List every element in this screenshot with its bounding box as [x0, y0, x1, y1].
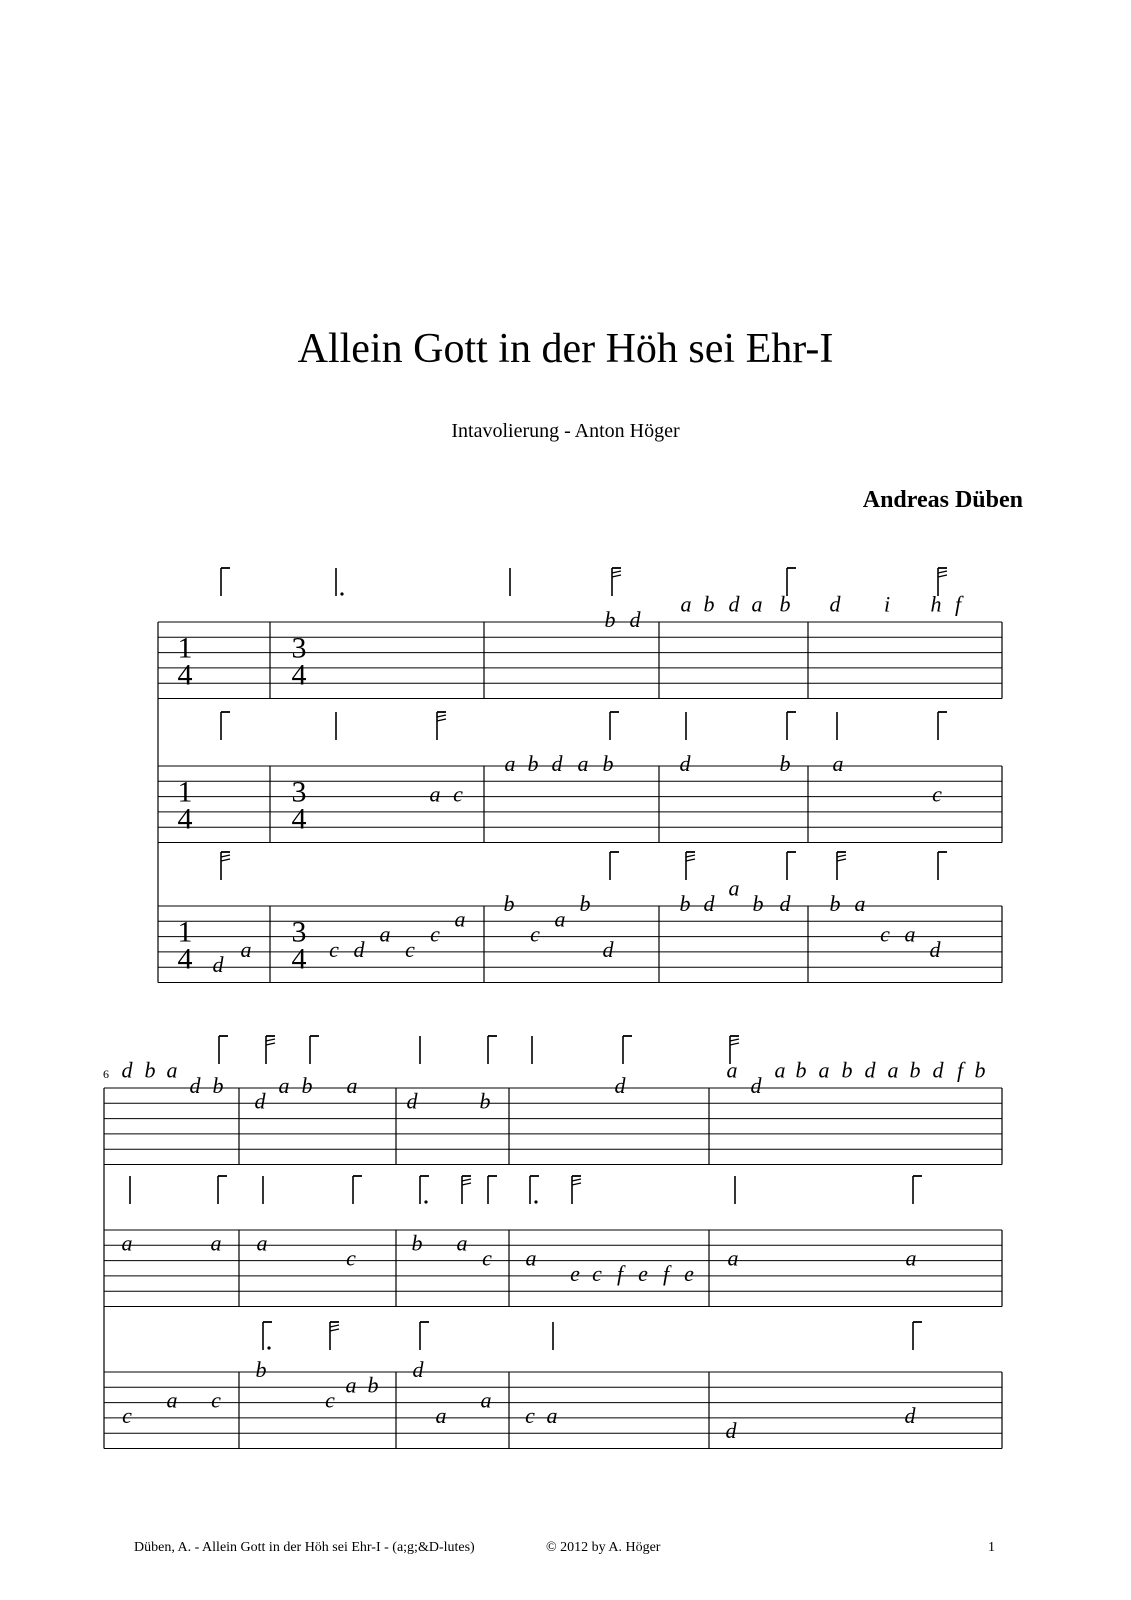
- rhythm-flag: [623, 1036, 632, 1064]
- rhythm-flag: [938, 712, 947, 740]
- tab-letter: d: [353, 936, 365, 962]
- tab-letter: i: [883, 591, 891, 617]
- tab-letter: c: [122, 1402, 132, 1428]
- tab-letter: a: [554, 906, 566, 932]
- tab-letter: b: [579, 891, 591, 916]
- time-signature-denominator: 4: [291, 802, 307, 836]
- tab-letter: a: [904, 921, 916, 947]
- tab-letter: a: [454, 906, 466, 932]
- rhythm-flag-part: [686, 855, 695, 857]
- tab-letter: f: [662, 1260, 670, 1286]
- tab-letter: b: [974, 1057, 986, 1083]
- rhythm-flag-part: [221, 859, 230, 861]
- tab-letter: a: [256, 1230, 268, 1256]
- tab-letter: f: [616, 1260, 624, 1286]
- rhythm-flag: [913, 1176, 922, 1204]
- tab-letter: b: [841, 1057, 853, 1083]
- rhythm-flag-part: [437, 715, 446, 717]
- rhythm-flag: [221, 568, 230, 596]
- tab-letter: a: [346, 1073, 358, 1098]
- tab-letter: a: [905, 1245, 917, 1271]
- tab-letter: d: [728, 591, 740, 617]
- tab-letter: d: [212, 952, 224, 978]
- time-signature-denominator: 4: [177, 942, 193, 976]
- tab-letter: a: [480, 1387, 492, 1413]
- rhythm-flag-part: [462, 1179, 471, 1181]
- time-signature-denominator: 4: [291, 942, 307, 976]
- intabulation-credit: Intavolierung - Anton Höger: [451, 420, 680, 442]
- rhythm-flag-part: [572, 1179, 581, 1181]
- tab-letter: d: [602, 936, 614, 962]
- time-signature-numerator: 3: [291, 915, 307, 949]
- rhythm-flag-part: [938, 571, 947, 573]
- rhythm-flag: [462, 1176, 471, 1204]
- rhythm-flag: [266, 1036, 275, 1064]
- rhythm-flag-part: [686, 859, 695, 861]
- tab-letter: b: [479, 1088, 491, 1114]
- rhythm-flag: [610, 852, 619, 880]
- rhythm-flag: [353, 1176, 362, 1204]
- rhythm-flag: [488, 1176, 497, 1204]
- rhythm-flag-part: [462, 1183, 471, 1185]
- tab-letter: a: [166, 1057, 178, 1083]
- tab-letter: c: [453, 781, 463, 807]
- rhythm-flag: [420, 1176, 429, 1204]
- rhythm-flag-part: [938, 575, 947, 577]
- footer-description: Düben, A. - Allein Gott in der Höh sei Ehr-I - (a;g;&D-lutes): [134, 1540, 475, 1555]
- tab-letter: b: [604, 607, 616, 632]
- tab-letter: d: [750, 1073, 762, 1098]
- rhythm-flag: [336, 568, 344, 596]
- tab-letter: a: [345, 1372, 357, 1398]
- tab-letter: e: [684, 1260, 694, 1286]
- tab-letter: b: [255, 1357, 267, 1382]
- rhythm-flag: [612, 568, 621, 596]
- tab-letter: c: [880, 921, 890, 947]
- tab-letter: d: [779, 891, 791, 916]
- tab-letter: d: [932, 1057, 944, 1083]
- tab-letter: a: [854, 891, 866, 916]
- tab-letter: c: [482, 1245, 492, 1271]
- tab-letter: b: [752, 891, 764, 916]
- tab-letter: f: [954, 591, 962, 617]
- tab-letter: b: [779, 751, 791, 776]
- composer-name: Andreas Düben: [862, 487, 1023, 513]
- rhythm-flag-part: [437, 719, 446, 721]
- time-signature-numerator: 1: [177, 915, 193, 949]
- tab-letter: a: [210, 1230, 222, 1256]
- tab-letter: c: [211, 1387, 221, 1413]
- tab-letter: a: [379, 921, 391, 947]
- tab-letter: a: [818, 1057, 830, 1083]
- tab-letter: c: [325, 1387, 335, 1413]
- time-signature-denominator: 4: [177, 658, 193, 692]
- rhythm-flag: [263, 1322, 272, 1350]
- tab-letter: c: [430, 921, 440, 947]
- rhythm-flag: [913, 1322, 922, 1350]
- rhythm-flag: [572, 1176, 581, 1204]
- rhythm-flag-part: [267, 1346, 270, 1349]
- rhythm-flag-part: [837, 855, 846, 857]
- tab-letter: b: [779, 591, 791, 617]
- rhythm-flag-part: [330, 1329, 339, 1331]
- tab-letter: a: [504, 751, 516, 776]
- rhythm-flag-part: [612, 571, 621, 573]
- rhythm-flag-part: [730, 1039, 739, 1041]
- tab-letter: a: [166, 1387, 178, 1413]
- tab-letter: d: [412, 1357, 424, 1382]
- tab-letter: b: [602, 751, 614, 776]
- rhythm-flag: [686, 852, 695, 880]
- tab-letter: d: [703, 891, 715, 916]
- tab-letter: b: [301, 1073, 313, 1098]
- rhythm-flag-part: [730, 1043, 739, 1045]
- tab-letter: e: [570, 1260, 580, 1286]
- tab-letter: d: [904, 1402, 916, 1428]
- rhythm-flag: [530, 1176, 539, 1204]
- tab-letter: a: [577, 751, 589, 776]
- tab-letter: a: [429, 781, 441, 807]
- tab-letter: d: [679, 751, 691, 776]
- rhythm-flag-part: [534, 1200, 537, 1203]
- page-number: 1: [988, 1540, 995, 1555]
- tab-letter: b: [795, 1057, 807, 1083]
- tab-letter: b: [679, 891, 691, 916]
- tab-letter: a: [726, 1057, 738, 1083]
- rhythm-flag-part: [837, 859, 846, 861]
- tab-letter: c: [592, 1260, 602, 1286]
- tab-letter: b: [411, 1230, 423, 1256]
- tab-letter: a: [278, 1073, 290, 1098]
- tab-letter: d: [864, 1057, 876, 1083]
- tab-letter: c: [530, 921, 540, 947]
- tab-letter: a: [546, 1402, 558, 1428]
- rhythm-flag-part: [424, 1200, 427, 1203]
- rhythm-flag: [488, 1036, 497, 1064]
- tab-letter: a: [680, 591, 692, 617]
- tab-letter: f: [956, 1057, 964, 1083]
- tab-letter: a: [525, 1245, 537, 1271]
- time-signature-numerator: 3: [291, 631, 307, 665]
- tab-letter: a: [727, 1245, 739, 1271]
- rhythm-flag: [420, 1322, 429, 1350]
- tab-letter: d: [406, 1088, 418, 1114]
- tab-letter: c: [525, 1402, 535, 1428]
- tab-letter: c: [932, 781, 942, 807]
- rhythm-flag: [787, 712, 796, 740]
- tab-letter: a: [751, 591, 763, 617]
- tab-letter: b: [829, 891, 841, 916]
- rhythm-flag: [221, 712, 230, 740]
- tab-letter: c: [346, 1245, 356, 1271]
- tab-letter: a: [456, 1230, 468, 1256]
- tab-letter: e: [638, 1260, 648, 1286]
- tab-letter: h: [930, 591, 942, 617]
- tab-letter: d: [629, 607, 641, 632]
- rhythm-flag: [330, 1322, 339, 1350]
- rhythm-flag-part: [266, 1043, 275, 1045]
- tab-letter: b: [367, 1372, 379, 1398]
- rhythm-flag: [837, 852, 846, 880]
- time-signature-numerator: 1: [177, 631, 193, 665]
- rhythm-flag: [310, 1036, 319, 1064]
- rhythm-flag-part: [330, 1325, 339, 1327]
- rhythm-flag: [218, 1176, 227, 1204]
- tab-letter: b: [212, 1073, 224, 1098]
- tab-letter: d: [829, 591, 841, 617]
- tab-letter: b: [703, 591, 715, 617]
- tab-letter: b: [503, 891, 515, 916]
- tab-letter: d: [189, 1073, 201, 1098]
- tab-letter: d: [929, 936, 941, 962]
- rhythm-flag-part: [612, 575, 621, 577]
- tab-letter: a: [887, 1057, 899, 1083]
- time-signature-numerator: 1: [177, 775, 193, 809]
- tab-letter: d: [614, 1073, 626, 1098]
- footer-copyright: © 2012 by A. Höger: [546, 1540, 661, 1555]
- rhythm-flag-part: [221, 855, 230, 857]
- tab-letter: a: [728, 875, 740, 901]
- tab-letter: d: [725, 1418, 737, 1444]
- time-signature-denominator: 4: [291, 658, 307, 692]
- tab-letter: c: [329, 936, 339, 962]
- tab-letter: a: [435, 1402, 447, 1428]
- time-signature-denominator: 4: [177, 802, 193, 836]
- tab-letter: a: [774, 1057, 786, 1083]
- tab-letter: a: [832, 751, 844, 776]
- time-signature-numerator: 3: [291, 775, 307, 809]
- tab-letter: c: [405, 936, 415, 962]
- tab-letter: a: [240, 936, 252, 962]
- tab-letter: a: [121, 1230, 133, 1256]
- measure-number: 6: [103, 1067, 109, 1081]
- rhythm-flag-part: [340, 592, 343, 595]
- rhythm-flag: [219, 1036, 228, 1064]
- piece-title: Allein Gott in der Höh sei Ehr-I: [297, 326, 834, 372]
- tab-letter: d: [551, 751, 563, 776]
- rhythm-flag: [437, 712, 446, 740]
- rhythm-flag: [610, 712, 619, 740]
- tab-letter: b: [909, 1057, 921, 1083]
- tab-letter: b: [144, 1057, 156, 1083]
- rhythm-flag-part: [572, 1183, 581, 1185]
- rhythm-flag-part: [266, 1039, 275, 1041]
- rhythm-flag: [221, 852, 230, 880]
- tab-letter: d: [121, 1057, 133, 1083]
- rhythm-flag: [787, 852, 796, 880]
- tab-letter: b: [527, 751, 539, 776]
- rhythm-flag: [938, 852, 947, 880]
- tab-letter: d: [254, 1088, 266, 1114]
